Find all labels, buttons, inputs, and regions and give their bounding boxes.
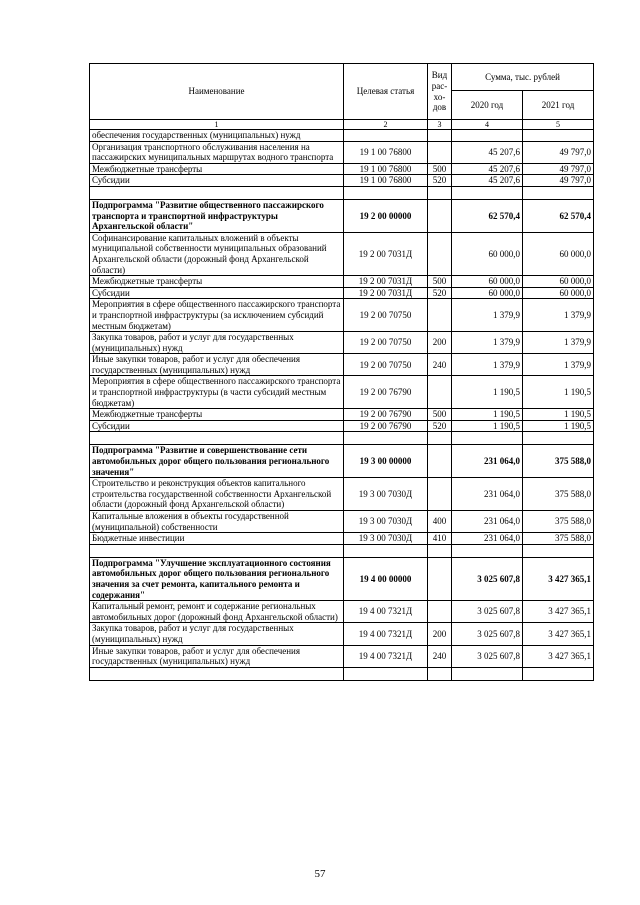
subprogram-row [90,445,594,478]
row-amount-2020: 45 207,6 [452,141,523,163]
empty-cell [428,544,452,557]
row-expense-type: 240 [428,645,452,667]
empty-cell [90,432,344,445]
table-row [90,601,594,623]
row-amount-2020: 1 190,5 [452,376,523,409]
table-row [90,287,594,299]
row-expense-type: 500 [428,276,452,288]
row-expense-type [428,445,452,478]
row-amount-2020: 231 064,0 [452,445,523,478]
row-amount-2020: 3 025 607,8 [452,557,523,600]
row-target-article: 19 4 00 00000 [344,557,428,600]
row-target-article: 19 3 00 7030Д [344,511,428,533]
row-name: Иные закупки товаров, работ и услуг для обеспечения государственных (муниципальных) нужд [90,354,344,376]
header-expense-type: Вид рас-хо-дов [428,64,452,120]
row-amount-2021: 375 588,0 [523,511,594,533]
row-name: Межбюджетные трансферты [90,163,344,175]
row-amount-2021: 375 588,0 [523,533,594,545]
row-name: Закупка товаров, работ и услуг для государственных (муниципальных) нужд [90,623,344,645]
table-row [90,299,594,332]
row-target-article: 19 4 00 7321Д [344,601,428,623]
row-target-article: 19 3 00 7030Д [344,478,428,511]
row-amount-2020: 60 000,0 [452,276,523,288]
row-amount-2021: 60 000,0 [523,232,594,275]
empty-cell [428,667,452,680]
spacer-row [90,667,594,680]
row-amount-2021: 1 190,5 [523,376,594,409]
row-target-article: 19 3 00 00000 [344,445,428,478]
row-amount-2020: 231 064,0 [452,511,523,533]
row-amount-2020: 45 207,6 [452,163,523,175]
row-expense-type: 200 [428,332,452,354]
row-amount-2021: 60 000,0 [523,276,594,288]
spacer-row [90,186,594,199]
row-name: Капитальный ремонт, ремонт и содержание региональных автомобильных дорог (дорожный фонд Архангельской области) [90,601,344,623]
table-row [90,376,594,409]
row-target-article: 19 3 00 7030Д [344,533,428,545]
row-amount-2020: 1 379,9 [452,299,523,332]
table-row [90,511,594,533]
row-target-article: 19 2 00 7031Д [344,276,428,288]
spacer-row [90,432,594,445]
empty-cell [452,544,523,557]
table-row [90,141,594,163]
row-amount-2021: 3 427 365,1 [523,557,594,600]
row-amount-2020: 1 190,5 [452,409,523,421]
subprogram-row [90,199,594,232]
row-amount-2021: 375 588,0 [523,445,594,478]
row-name: Бюджетные инвестиции [90,533,344,545]
row-amount-2020: 62 570,4 [452,199,523,232]
row-expense-type [428,232,452,275]
row-expense-type: 400 [428,511,452,533]
table-row [90,354,594,376]
row-amount-2020: 60 000,0 [452,287,523,299]
table-row [90,276,594,288]
row-amount-2020: 1 379,9 [452,354,523,376]
row-expense-type [428,557,452,600]
column-number: 4 [452,120,523,130]
row-name: Капитальные вложения в объекты государственной (муниципальной) собственности [90,511,344,533]
row-amount-2020: 3 025 607,8 [452,623,523,645]
row-name: Строительство и реконструкция объектов капитального строительства государственной собственности Архангельской области (дорожный фонд Архангельской области) [90,478,344,511]
row-target-article: 19 1 00 76800 [344,175,428,187]
budget-table [89,63,594,681]
table-row [90,130,594,142]
empty-cell [428,186,452,199]
table-row [90,533,594,545]
row-amount-2020: 231 064,0 [452,478,523,511]
row-name: Мероприятия в сфере общественного пассажирского транспорта и транспортной инфраструктуры (за исключением субсидий местным бюджетам) [90,299,344,332]
column-number: 1 [90,120,344,130]
header-sum: Сумма, тыс. рублей [452,64,594,91]
empty-cell [452,186,523,199]
spacer-row [90,544,594,557]
row-target-article: 19 2 00 76790 [344,420,428,432]
row-expense-type [428,141,452,163]
empty-cell [428,432,452,445]
row-name: Субсидии [90,287,344,299]
row-amount-2020: 60 000,0 [452,232,523,275]
row-amount-2021: 62 570,4 [523,199,594,232]
empty-cell [90,667,344,680]
row-name: Подпрограмма "Улучшение эксплуатационного состояния автомобильных дорог общего пользования регионального значения за счет ремонта, капитального ремонта и содержания" [90,557,344,600]
row-name: обеспечения государственных (муниципальных) нужд [90,130,344,142]
page-number: 57 [314,868,326,880]
table-row [90,420,594,432]
row-amount-2020 [452,130,523,142]
row-expense-type: 500 [428,409,452,421]
row-amount-2021: 49 797,0 [523,141,594,163]
row-name: Субсидии [90,420,344,432]
empty-cell [90,186,344,199]
row-target-article: 19 2 00 70750 [344,354,428,376]
row-amount-2021: 3 427 365,1 [523,623,594,645]
table-row [90,332,594,354]
empty-cell [452,432,523,445]
empty-cell [344,432,428,445]
row-amount-2021 [523,130,594,142]
empty-cell [523,544,594,557]
row-target-article: 19 2 00 76790 [344,376,428,409]
empty-cell [452,667,523,680]
column-number: 5 [523,120,594,130]
row-name: Подпрограмма "Развитие общественного пассажирского транспорта и транспортной инфраструктуры Архангельской области" [90,199,344,232]
row-expense-type: 520 [428,175,452,187]
row-expense-type: 500 [428,163,452,175]
row-target-article: 19 4 00 7321Д [344,645,428,667]
column-number: 2 [344,120,428,130]
row-name: Межбюджетные трансферты [90,409,344,421]
empty-cell [344,667,428,680]
column-number: 3 [428,120,452,130]
table-row [90,623,594,645]
row-name: Субсидии [90,175,344,187]
row-amount-2021: 3 427 365,1 [523,645,594,667]
row-target-article: 19 2 00 7031Д [344,232,428,275]
table-row [90,478,594,511]
row-amount-2021: 60 000,0 [523,287,594,299]
empty-cell [523,186,594,199]
row-expense-type [428,478,452,511]
row-name: Межбюджетные трансферты [90,276,344,288]
row-expense-type: 520 [428,420,452,432]
row-amount-2020: 231 064,0 [452,533,523,545]
header-name: Наименование [90,64,344,120]
header-year-2020: 2020 год [452,91,523,120]
row-name: Организация транспортного обслуживания населения на пассажирских муниципальных маршрутах водного транспорта [90,141,344,163]
row-target-article [344,130,428,142]
table-body [90,130,594,681]
row-name: Подпрограмма "Развитие и совершенствование сети автомобильных дорог общего пользования регионального значения" [90,445,344,478]
row-expense-type: 520 [428,287,452,299]
row-target-article: 19 2 00 76790 [344,409,428,421]
row-expense-type [428,199,452,232]
table-row [90,232,594,275]
empty-cell [523,432,594,445]
row-amount-2020: 1 190,5 [452,420,523,432]
row-amount-2021: 1 379,9 [523,299,594,332]
row-expense-type: 410 [428,533,452,545]
row-target-article: 19 2 00 7031Д [344,287,428,299]
row-expense-type: 200 [428,623,452,645]
row-target-article: 19 2 00 70750 [344,332,428,354]
row-name: Софинансирование капитальных вложений в объекты муниципальной собственности муниципальных образований Архангельской области (дорожный фонд Архангельской области) [90,232,344,275]
row-name: Закупка товаров, работ и услуг для государственных (муниципальных) нужд [90,332,344,354]
table-row [90,163,594,175]
row-expense-type [428,130,452,142]
row-amount-2021: 49 797,0 [523,163,594,175]
column-number-row [90,120,594,130]
table-row [90,175,594,187]
row-amount-2021: 1 379,9 [523,332,594,354]
row-amount-2021: 3 427 365,1 [523,601,594,623]
row-target-article: 19 2 00 00000 [344,199,428,232]
empty-cell [523,667,594,680]
row-expense-type [428,601,452,623]
row-expense-type [428,299,452,332]
subprogram-row [90,557,594,600]
row-expense-type [428,376,452,409]
row-name: Иные закупки товаров, работ и услуг для обеспечения государственных (муниципальных) нужд [90,645,344,667]
row-expense-type: 240 [428,354,452,376]
row-target-article: 19 2 00 70750 [344,299,428,332]
empty-cell [344,544,428,557]
row-amount-2020: 3 025 607,8 [452,645,523,667]
row-target-article: 19 4 00 7321Д [344,623,428,645]
header-year-2021: 2021 год [523,91,594,120]
empty-cell [90,544,344,557]
row-amount-2021: 375 588,0 [523,478,594,511]
row-amount-2020: 45 207,6 [452,175,523,187]
row-name: Мероприятия в сфере общественного пассажирского транспорта и транспортной инфраструктуры (в части субсидий местным бюджетам) [90,376,344,409]
row-amount-2021: 1 190,5 [523,409,594,421]
empty-cell [344,186,428,199]
row-amount-2020: 3 025 607,8 [452,601,523,623]
row-amount-2021: 1 379,9 [523,354,594,376]
row-target-article: 19 1 00 76800 [344,141,428,163]
header-target-article: Целевая статья [344,64,428,120]
table-row [90,645,594,667]
row-amount-2020: 1 379,9 [452,332,523,354]
table-row [90,409,594,421]
row-amount-2021: 49 797,0 [523,175,594,187]
row-amount-2021: 1 190,5 [523,420,594,432]
row-target-article: 19 1 00 76800 [344,163,428,175]
